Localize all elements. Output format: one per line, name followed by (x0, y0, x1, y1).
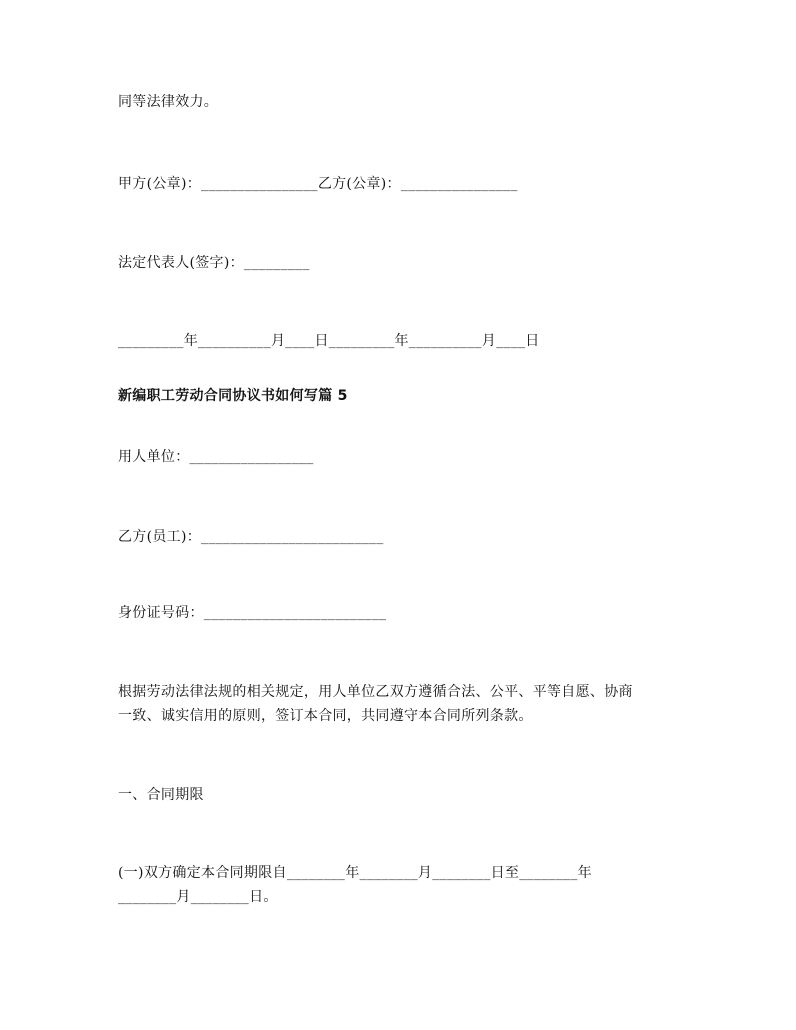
text-line-legal-effect: 同等法律效力。 (118, 94, 219, 110)
text-line-dates: _________年__________月____日_________年__________月____日 (118, 333, 540, 349)
paragraph-preamble-line-1: 根据劳动法律法规的相关规定，用人单位乙双方遵循合法、公平、平等自愿、协商 (118, 684, 633, 700)
paragraph-preamble-line-2: 一致、诚实信用的原则，签订本合同，共同遵守本合同所列条款。 (118, 708, 533, 724)
text-line-employer: 用人单位：_________________ (118, 449, 314, 465)
section-heading: 新编职工劳动合同协议书如何写篇 5 (118, 388, 348, 404)
paragraph-contract-term (118, 861, 698, 909)
text-line-id-number: 身份证号码：_________________________ (118, 605, 387, 621)
text-line-legal-representative: 法定代表人(签字)：_________ (118, 255, 310, 271)
text-line-employee: 乙方(员工)：_________________________ (118, 529, 384, 545)
text-line-party-seals: 甲方(公章)：________________乙方(公章)：________________ (118, 176, 518, 192)
paragraph-preamble (118, 680, 698, 728)
paragraph-contract-term-line-1: (一)双方确定本合同期限自________年________月________日至________年 (118, 865, 592, 881)
paragraph-contract-term-line-2: ________月________日。 (118, 889, 278, 905)
clause-title-contract-term: 一、合同期限 (118, 787, 204, 803)
